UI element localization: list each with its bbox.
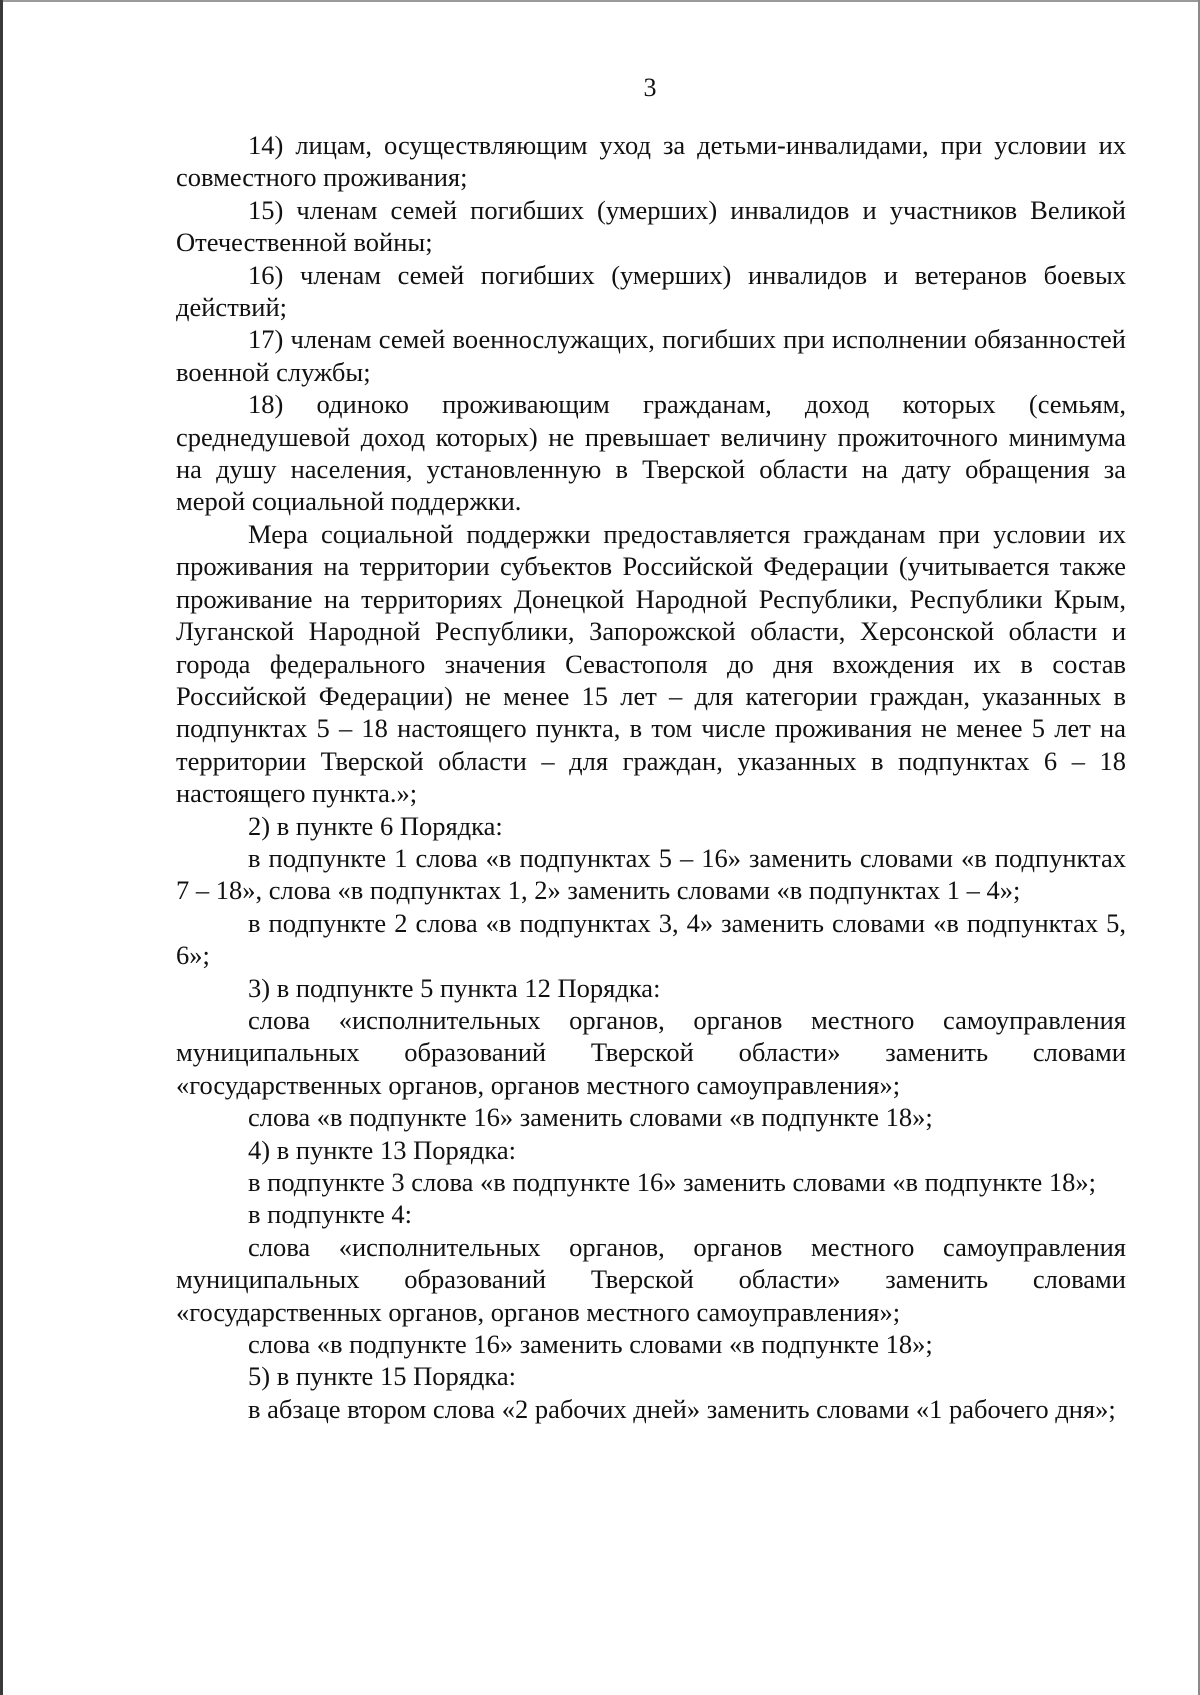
paragraph-amendment-3-words-1: слова «исполнительных органов, органов местного самоуправления муниципальных образований Тверской области» заменить словами «государственных органов, органов местного самоуправления»;	[176, 1004, 1126, 1100]
paragraph-amendment-4: 4) в пункте 13 Порядка:	[248, 1134, 516, 1165]
paragraph-residency-condition: Мера социальной поддержки предоставляется гражданам при условии их проживания на территории субъектов Российской Федерации (учитывается также проживание на территориях Донецкой Народной Республики, Республики Крым, Луганской Народной Республики, Запорожской области, Херсонской области и города федерального значения Севастополя до дня вхождения их в состав Российской Федерации) не менее 15 лет – для категории граждан, указанных в подпунктах 5 – 18 настоящего пункта, в том числе проживания не менее 5 лет на территории Тверской области – для граждан, указанных в подпунктах 6 – 18 настоящего пункта.»;	[176, 518, 1126, 809]
paragraph-amendment-4-sub-4: в подпункте 4:	[248, 1199, 413, 1230]
paragraph-item-17: 17) членам семей военнослужащих, погибших при исполнении обязанностей военной службы;	[176, 324, 1126, 387]
document-body	[176, 129, 1126, 1425]
scan-edge-left	[0, 0, 3, 1695]
paragraph-amendment-2-sub-1: в подпункте 1 слова «в подпунктах 5 – 16» заменить словами «в подпунктах 7 – 18», слова «в подпунктах 1, 2» заменить словами «в подпунктах 1 – 4»;	[176, 842, 1126, 906]
paragraph-item-14: 14) лицам, осуществляющим уход за детьми-инвалидами, при условии их совместного проживания;	[176, 130, 1126, 193]
paragraph-amendment-3: 3) в подпункте 5 пункта 12 Порядка:	[248, 972, 661, 1003]
paragraph-item-15: 15) членам семей погибших (умерших) инвалидов и участников Великой Отечественной войны;	[176, 194, 1126, 258]
paragraph-amendment-3-words-2: слова «в подпункте 16» заменить словами «в подпункте 18»;	[248, 1102, 933, 1133]
paragraph-amendment-4-sub-3: в подпункте 3 слова «в подпункте 16» заменить словами «в подпункте 18»;	[248, 1167, 1096, 1197]
page-number: 3	[643, 73, 657, 102]
paragraph-amendment-5: 5) в пункте 15 Порядка:	[248, 1361, 516, 1392]
paragraph-amendment-2-sub-2: в подпункте 2 слова «в подпунктах 3, 4» заменить словами «в подпунктах 5, 6»;	[176, 907, 1126, 971]
scan-edge-top	[0, 0, 1200, 2]
paragraph-amendment-4-words-1: слова «исполнительных органов, органов местного самоуправления муниципальных образований Тверской области» заменить словами «государственных органов, органов местного самоуправления»;	[176, 1231, 1126, 1327]
paragraph-item-18: 18) одиноко проживающим гражданам, доход которых (семьям, среднедушевой доход которых) не превышает величину прожиточного минимума на душу населения, установленную в Тверской области на дату обращения за мерой социальной поддержки.	[176, 389, 1126, 517]
paragraph-amendment-5-abzac-2: в абзаце втором слова «2 рабочих дней» заменить словами «1 рабочего дня»;	[248, 1393, 1116, 1424]
paragraph-item-16: 16) членам семей погибших (умерших) инвалидов и ветеранов боевых действий;	[176, 259, 1126, 323]
paragraph-amendment-2: 2) в пункте 6 Порядка:	[248, 810, 503, 841]
paragraph-amendment-4-words-2: слова «в подпункте 16» заменить словами «в подпункте 18»;	[248, 1329, 933, 1360]
